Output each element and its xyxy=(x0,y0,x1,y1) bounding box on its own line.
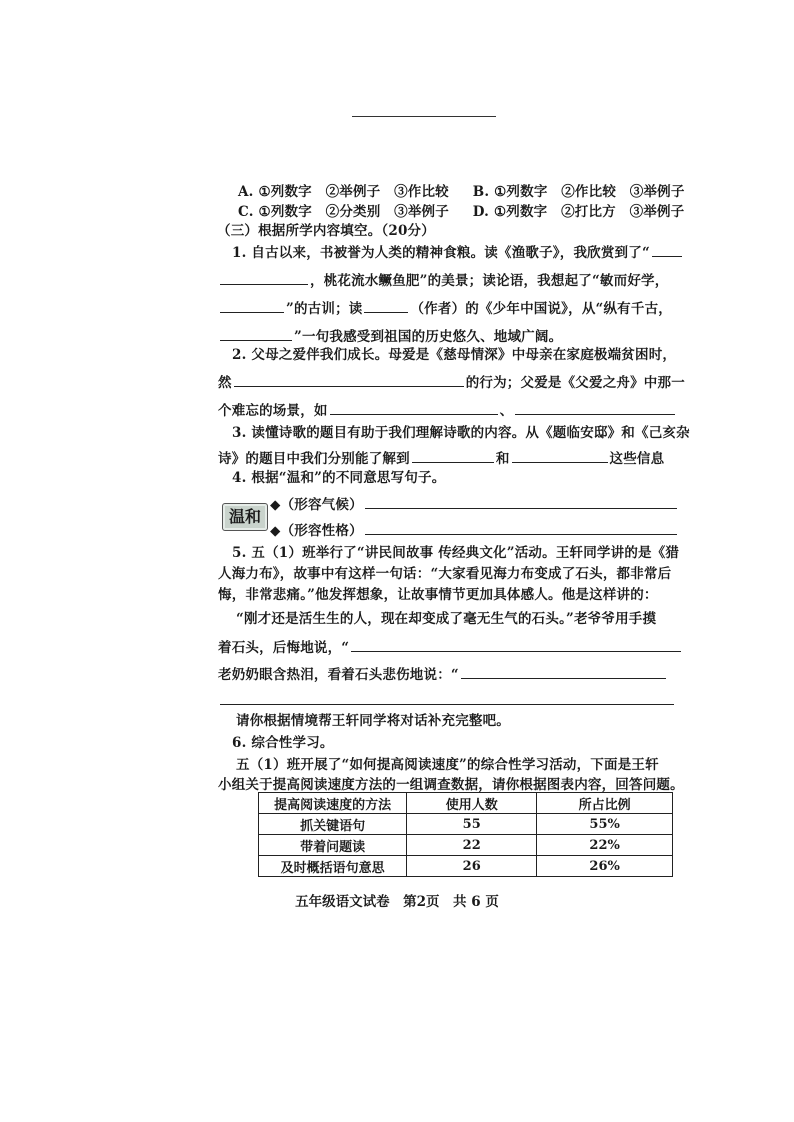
q1-text-1: 1. 自古以来，书被誉为人类的精神食粮。读《渔歌子》，我欣赏到了“ xyxy=(232,245,650,261)
q1-blank-author[interactable] xyxy=(364,298,408,313)
q1-text-2: ，桃花流水鳜鱼肥”的美景；读论语，我想起了“敏而好学， xyxy=(310,273,669,289)
q3-text-2b: 和 xyxy=(495,451,510,467)
table-cell: 22% xyxy=(537,835,673,856)
options-row-cd xyxy=(238,203,684,221)
q5-blank-grandma[interactable] xyxy=(461,664,666,679)
table-header-method: 提高阅读速度的方法 xyxy=(259,793,407,814)
q5-line7: 请你根据情境帮王轩同学将对话补充完整吧。 xyxy=(236,713,510,729)
option-c-text: ①列数字 ②分类别 ③举例子 xyxy=(258,204,449,220)
option-b-label: B. xyxy=(472,184,490,200)
q2-text-2b: 的行为；父爱是《父爱之舟》中那一 xyxy=(465,375,685,391)
q1-blank-1[interactable] xyxy=(652,242,682,257)
q4-blank-climate[interactable] xyxy=(365,494,677,509)
q5-text-5: 着石头，后悔地说，“ xyxy=(218,640,350,656)
table-cell: 55 xyxy=(407,814,537,835)
q2-blank-2[interactable] xyxy=(330,400,498,415)
table-cell: 22 xyxy=(407,835,537,856)
q2-text-2a: 然 xyxy=(218,375,232,391)
table-cell: 带着问题读 xyxy=(259,835,407,856)
q2-text-3a: 个难忘的场景，如 xyxy=(218,403,328,419)
q3-line1: 3. 读懂诗歌的题目有助于我们理解诗歌的内容。从《题临安邸》和《己亥杂 xyxy=(232,425,690,441)
option-a-label: A. xyxy=(238,184,254,200)
q1-line3 xyxy=(218,298,672,318)
table-header-row xyxy=(259,793,673,814)
section-title: （三）根据所学内容填空。（20分） xyxy=(217,223,435,239)
table-cell: 抓关键语句 xyxy=(259,814,407,835)
q4-blank-character[interactable] xyxy=(365,520,677,535)
q2-blank-3[interactable] xyxy=(515,400,675,415)
wenhe-word-badge: 温和 xyxy=(222,503,268,531)
q3-line2 xyxy=(218,448,664,468)
q2-text-3b: 、 xyxy=(499,403,514,419)
q1-line4 xyxy=(218,326,562,346)
q1-blank-2[interactable] xyxy=(220,270,308,285)
option-c-label: C. xyxy=(238,204,254,220)
q5-blank-grandpa[interactable] xyxy=(351,637,681,652)
option-d-text: ①列数字 ②打比方 ③举例子 xyxy=(493,204,685,220)
option-a-text: ①列数字 ②举例子 ③作比较 xyxy=(258,184,449,200)
q6-line3: 小组关于提高阅读速度方法的一组调查数据，请你根据图表内容，回答问题。 xyxy=(218,777,684,793)
options-row-ab xyxy=(238,183,685,201)
q4-item-climate xyxy=(270,494,679,514)
table-row xyxy=(259,814,673,835)
q5-line6 xyxy=(218,664,668,684)
option-d-label: D. xyxy=(472,204,490,220)
q5-line3: 悔，非常悲痛。”他发挥想象，让故事情节更加具体感人。他是这样讲的： xyxy=(218,587,658,603)
q3-text-2a: 诗》的题目中我们分别能了解到 xyxy=(218,451,410,467)
q2-line1: 2. 父母之爱伴我们成长。母爱是《慈母情深》中母亲在家庭极端贫困时， xyxy=(232,347,677,363)
q1-line1 xyxy=(232,242,684,262)
table-header-ratio: 所占比例 xyxy=(537,793,673,814)
page-footer: 五年级语文试卷 第2页 共 6 页 xyxy=(295,894,499,910)
q6-line2: 五（1）班开展了“如何提高阅读速度”的综合性学习活动，下面是王轩 xyxy=(236,757,659,773)
table-cell: 55% xyxy=(537,814,673,835)
q4-item-character xyxy=(270,520,679,540)
q1-text-3a: ”的古训；读 xyxy=(286,301,363,317)
q1-blank-3[interactable] xyxy=(220,298,284,313)
table-cell: 26% xyxy=(537,856,673,877)
q5-blank-grandma-2[interactable] xyxy=(220,690,674,705)
q6-line1: 6. 综合性学习。 xyxy=(232,735,334,751)
q3-text-2c: 这些信息 xyxy=(609,451,665,467)
q4-item1-label: ◆（形容气候） xyxy=(270,497,363,513)
q5-line4: “刚才还是活生生的人，现在却变成了毫无生气的石头。”老爷爷用手摸 xyxy=(236,611,657,627)
table-row xyxy=(259,835,673,856)
reading-speed-survey-table xyxy=(258,792,673,877)
q5-line1: 5. 五（1）班举行了“讲民间故事 传经典文化”活动。王轩同学讲的是《猎 xyxy=(232,545,680,561)
q5-text-6: 老奶奶眼含热泪，看着石头悲伤地说：“ xyxy=(218,667,459,683)
table-header-count: 使用人数 xyxy=(407,793,537,814)
q2-blank-1[interactable] xyxy=(234,372,464,387)
table-cell: 及时概括语句意思 xyxy=(259,856,407,877)
q1-line2 xyxy=(218,270,668,290)
table-row xyxy=(259,856,673,877)
q2-line2 xyxy=(218,372,685,392)
table-cell: 26 xyxy=(407,856,537,877)
q4-line1: 4. 根据“温和”的不同意思写句子。 xyxy=(232,470,446,486)
q5-line6-continue xyxy=(218,690,676,710)
q1-text-3b: （作者）的《少年中国说》，从“纵有千古， xyxy=(410,301,672,317)
option-b-text: ①列数字 ②作比较 ③举例子 xyxy=(494,184,685,200)
q3-blank-1[interactable] xyxy=(412,448,494,463)
q2-line3 xyxy=(218,400,677,420)
q4-item2-label: ◆（形容性格） xyxy=(270,523,363,539)
q1-blank-4[interactable] xyxy=(220,326,292,341)
q3-blank-2[interactable] xyxy=(512,448,608,463)
q5-line5 xyxy=(218,637,683,657)
q1-text-4: ”一句我感受到祖国的历史悠久、地域广阔。 xyxy=(294,329,563,345)
q5-line2: 人海力布》，故事中有这样一句话：“大家看见海力布变成了石头，都非常后 xyxy=(218,566,672,582)
